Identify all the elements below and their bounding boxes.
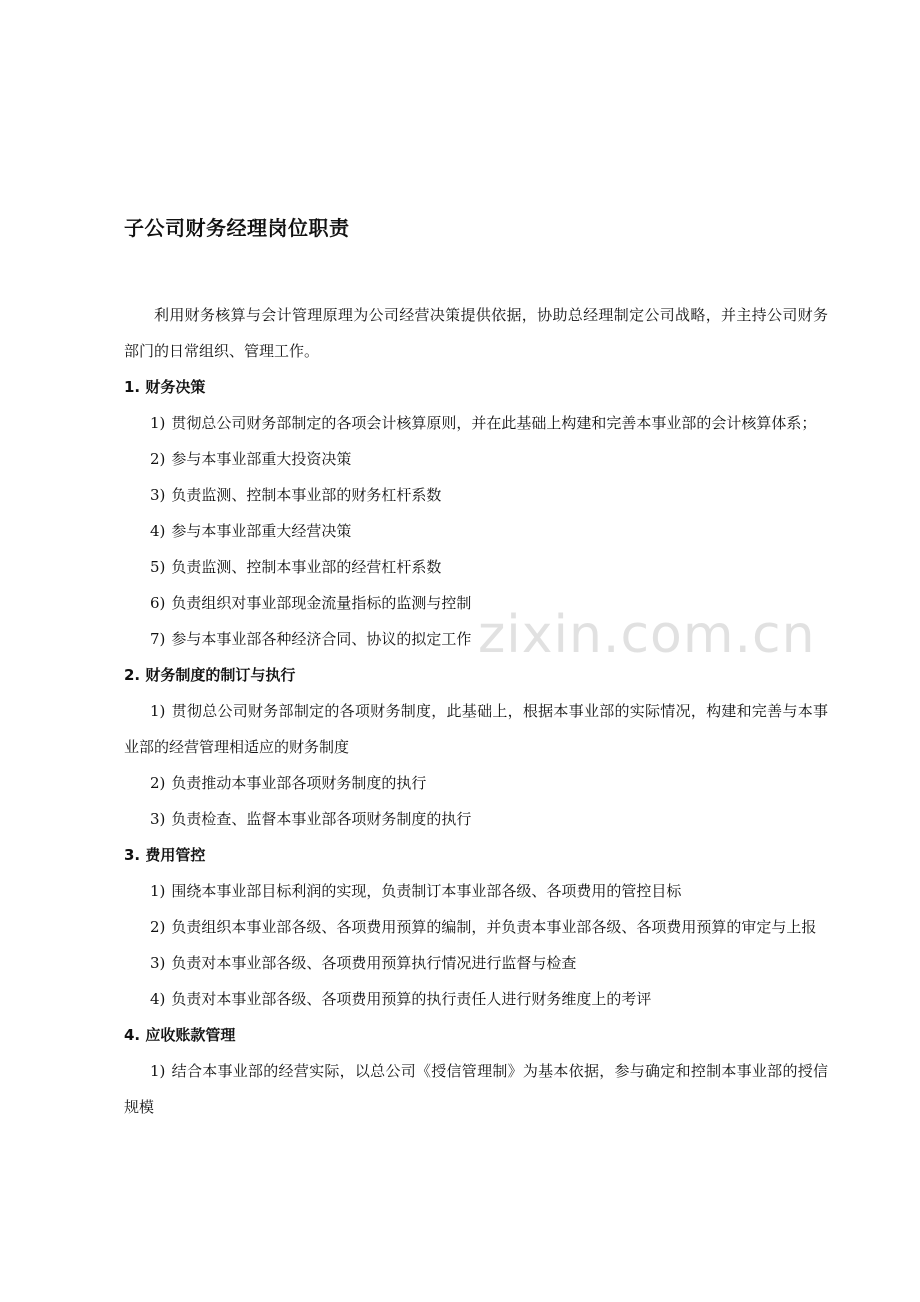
list-item [124, 693, 828, 765]
item-text: 负责对本事业部各级、各项费用预算执行情况进行监督与检查 [171, 954, 577, 972]
item-number: 3) [150, 954, 166, 972]
item-number: 1) [150, 1062, 166, 1080]
section-3 [124, 837, 828, 1017]
list-item [124, 909, 828, 945]
section-2 [124, 657, 828, 837]
item-text: 负责监测、控制本事业部的财务杠杆系数 [171, 486, 442, 504]
item-number: 5) [150, 558, 166, 576]
item-text: 负责组织本事业部各级、各项费用预算的编制，并负责本事业部各级、各项费用预算的审定与上报 [171, 918, 817, 936]
item-number: 3) [150, 810, 166, 828]
item-text: 负责对本事业部各级、各项费用预算的执行责任人进行财务维度上的考评 [171, 990, 652, 1008]
item-number: 7) [150, 630, 166, 648]
item-text: 负责检查、监督本事业部各项财务制度的执行 [171, 810, 472, 828]
list-item [124, 621, 828, 657]
item-text: 结合本事业部的经营实际，以总公司《授信管理制》为基本依据，参与确定和控制本事业部的授信规模 [124, 1062, 828, 1116]
list-item [124, 405, 828, 441]
item-number: 4) [150, 990, 166, 1008]
item-text: 参与本事业部各种经济合同、协议的拟定工作 [171, 630, 472, 648]
item-text: 参与本事业部重大投资决策 [171, 450, 352, 468]
item-number: 3) [150, 486, 166, 504]
item-number: 1) [150, 414, 166, 432]
item-number: 6) [150, 594, 166, 612]
intro-paragraph: 利用财务核算与会计管理原理为公司经营决策提供依据，协助总经理制定公司战略，并主持公司财务部门的日常组织、管理工作。 [124, 306, 828, 360]
list-item [124, 441, 828, 477]
list-item [124, 945, 828, 981]
document-body [124, 297, 828, 1125]
section-heading: 4. 应收账款管理 [124, 1026, 236, 1044]
list-item [124, 513, 828, 549]
item-number: 2) [150, 918, 166, 936]
item-text: 贯彻总公司财务部制定的各项财务制度，此基础上，根据本事业部的实际情况，构建和完善与本事业部的经营管理相适应的财务制度 [124, 702, 828, 756]
item-text: 负责推动本事业部各项财务制度的执行 [171, 774, 427, 792]
list-item [124, 477, 828, 513]
item-number: 1) [150, 702, 166, 720]
list-item [124, 1053, 828, 1125]
section-heading: 3. 费用管控 [124, 846, 206, 864]
item-number: 2) [150, 450, 166, 468]
section-1 [124, 369, 828, 657]
list-item [124, 585, 828, 621]
item-text: 负责组织对事业部现金流量指标的监测与控制 [171, 594, 472, 612]
list-item [124, 765, 828, 801]
item-number: 1) [150, 882, 166, 900]
page-title: 子公司财务经理岗位职责 [124, 216, 350, 240]
item-text: 参与本事业部重大经营决策 [171, 522, 352, 540]
section-heading: 2. 财务制度的制订与执行 [124, 666, 296, 684]
section-4 [124, 1017, 828, 1125]
item-text: 贯彻总公司财务部制定的各项会计核算原则，并在此基础上构建和完善本事业部的会计核算体系； [171, 414, 817, 432]
list-item [124, 981, 828, 1017]
item-number: 4) [150, 522, 166, 540]
item-text: 负责监测、控制本事业部的经营杠杆系数 [171, 558, 442, 576]
list-item [124, 801, 828, 837]
list-item [124, 549, 828, 585]
item-number: 2) [150, 774, 166, 792]
item-text: 围绕本事业部目标利润的实现，负责制订本事业部各级、各项费用的管控目标 [171, 882, 682, 900]
watermark: zixin.com.cn [478, 605, 816, 665]
section-heading: 1. 财务决策 [124, 378, 206, 396]
list-item [124, 873, 828, 909]
